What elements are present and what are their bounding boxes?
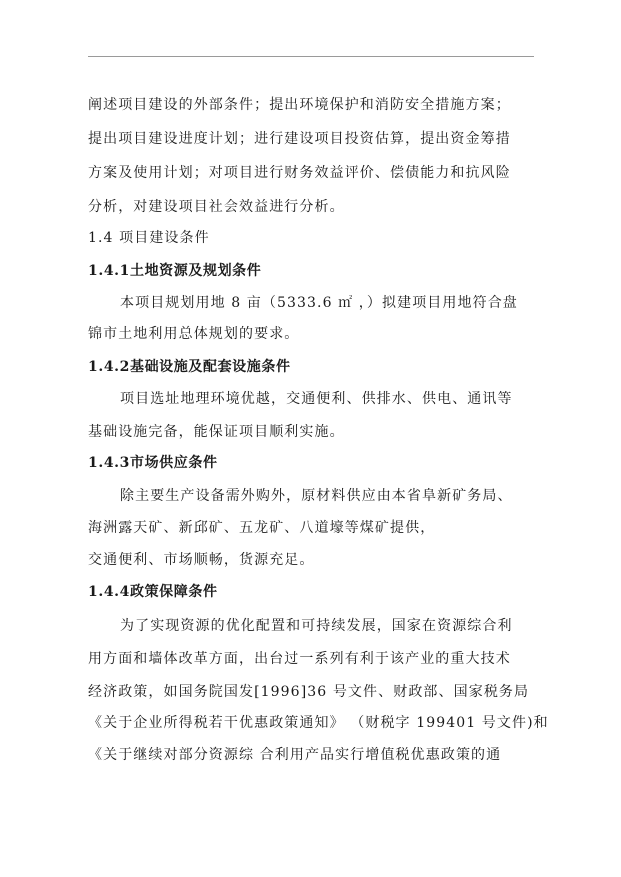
paragraph-line: 《关于继续对部分资源综 合利用产品实行增值税优惠政策的通 <box>88 747 502 763</box>
paragraph-line: 项目选址地理环境优越，交通便利、供排水、供电、通讯等 <box>120 391 513 407</box>
heading-1-4-1: 1.4.1土地资源及规划条件 <box>88 263 262 279</box>
page-header-rule <box>88 56 534 57</box>
paragraph-line: 《关于企业所得税若干优惠政策通知》 （财税字 199401 号文件)和 <box>88 715 549 731</box>
paragraph-line: 为了实现资源的优化配置和可持续发展，国家在资源综合利 <box>120 618 513 634</box>
paragraph-line: 用方面和墙体改革方面，出台过一系列有利于该产业的重大技术 <box>88 651 511 667</box>
paragraph-line: 海洲露天矿、新邱矿、五龙矿、八道壕等煤矿提供， <box>88 520 436 536</box>
heading-1-4-4: 1.4.4政策保障条件 <box>88 584 218 600</box>
intro-line-1: 阐述项目建设的外部条件；提出环境保护和消防安全措施方案； <box>88 97 511 113</box>
intro-line-3: 方案及使用计划；对项目进行财务效益评价、偿债能力和抗风险 <box>88 165 511 181</box>
paragraph-line: 基础设施完备，能保证项目顺利实施。 <box>88 424 345 440</box>
section-heading: 1.4 项目建设条件 <box>88 230 210 246</box>
paragraph-line: 经济政策，如国务院国发[1996]36 号文件、财政部、国家税务局 <box>88 684 530 700</box>
heading-1-4-3: 1.4.3市场供应条件 <box>88 455 218 471</box>
intro-line-4: 分析，对建设项目社会效益进行分析。 <box>88 199 345 215</box>
paragraph-line: 交通便利、市场顺畅，货源充足。 <box>88 552 315 568</box>
paragraph-line: 锦市土地利用总体规划的要求。 <box>88 326 300 342</box>
heading-1-4-2: 1.4.2基础设施及配套设施条件 <box>88 359 291 375</box>
paragraph-line: 除主要生产设备需外购外，原材料供应由本省阜新矿务局、 <box>120 488 513 504</box>
paragraph-line: 本项目规划用地 8 亩（5333.6 ㎡ ，）拟建项目用地符合盘 <box>120 295 518 311</box>
intro-line-2: 提出项目建设进度计划；进行建设项目投资估算，提出资金筹措 <box>88 131 511 147</box>
